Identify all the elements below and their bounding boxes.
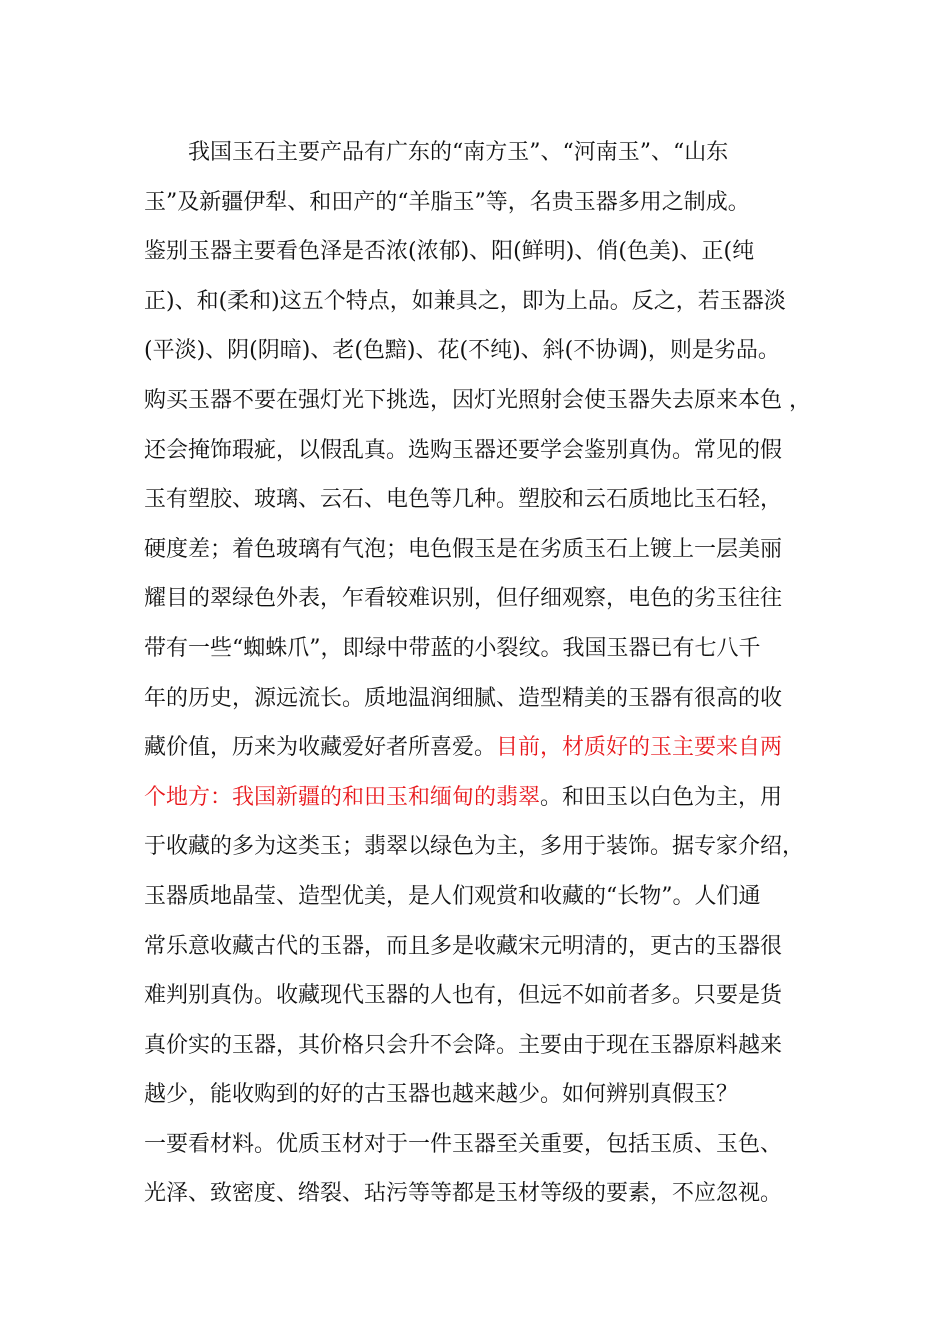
- text-line: 购买玉器不要在强灯光下挑选，因灯光照射会使玉器失去原来本色 ，: [144, 387, 811, 413]
- highlighted-text-segment: 目前，材质好的玉主要来自两: [496, 735, 783, 761]
- text-line: 玉”及新疆伊犁、和田产的“羊脂玉”等，名贵玉器多用之制成。: [144, 189, 750, 215]
- text-line: (平淡)、阴(阴暗)、老(色黯)、花(不纯)、斜(不协调)，则是劣品。: [144, 338, 780, 364]
- paragraph-jade-intro: [144, 128, 816, 1120]
- highlighted-text-segment: 个地方：我国新疆的和田玉和缅甸的翡翠: [144, 784, 541, 810]
- text-line: 鉴别玉器主要看色泽是否浓(浓郁)、阳(鲜明)、俏(色美)、正(纯: [144, 239, 755, 265]
- text-line: 玉器质地晶莹、造型优美，是人们观赏和收藏的“长物”。人们通: [144, 883, 761, 909]
- paragraph-material: [144, 1120, 816, 1219]
- text-line: 光泽、致密度、绺裂、玷污等等都是玉材等级的要素，不应忽视。: [144, 1181, 783, 1207]
- text-line: 带有一些“蜘蛛爪”，即绿中带蓝的小裂纹。我国玉器已有七八千: [144, 635, 761, 661]
- text-line: 玉有塑胶、玻璃、云石、电色等几种。塑胶和云石质地比玉石轻，: [144, 487, 783, 513]
- text-line: 年的历史，源远流长。质地温润细腻、造型精美的玉器有很高的收: [144, 685, 783, 711]
- text-line: 还会掩饰瑕疵，以假乱真。选购玉器还要学会鉴别真伪。常见的假: [144, 437, 783, 463]
- text-line: 一要看材料。优质玉材对于一件玉器至关重要，包括玉质、玉色、: [144, 1131, 783, 1157]
- text-line: 硬度差；着色玻璃有气泡；电色假玉是在劣质玉石上镀上一层美丽: [144, 536, 783, 562]
- text-line: 越少，能收购到的好的古玉器也越来越少。如何辨别真假玉？: [144, 1082, 739, 1108]
- text-segment: 。和田玉以白色为主，用: [540, 784, 783, 810]
- text-line: 耀目的翠绿色外表，乍看较难识别，但仔细观察，电色的劣玉往往: [144, 586, 783, 612]
- text-line: 真价实的玉器，其价格只会升不会降。主要由于现在玉器原料越来: [144, 1032, 783, 1058]
- text-line: 我国玉石主要产品有广东的“南方玉”、“河南玉”、“山东: [188, 140, 729, 165]
- text-segment: 藏价值，历来为收藏爱好者所喜爱。: [144, 735, 497, 761]
- text-line: 难判别真伪。收藏现代玉器的人也有，但远不如前者多。只要是货: [144, 983, 783, 1009]
- text-line: 于收藏的多为这类玉；翡翠以绿色为主，多用于装饰。据专家介绍，: [144, 834, 805, 860]
- text-line: 常乐意收藏古代的玉器，而且多是收藏宋元明清的，更古的玉器很: [144, 933, 783, 959]
- text-line-mixed: [144, 723, 816, 773]
- text-line-mixed: [144, 773, 816, 823]
- document-page: [144, 128, 816, 1219]
- text-line: 正)、和(柔和)这五个特点，如兼具之，即为上品。反之，若玉器淡: [144, 288, 786, 314]
